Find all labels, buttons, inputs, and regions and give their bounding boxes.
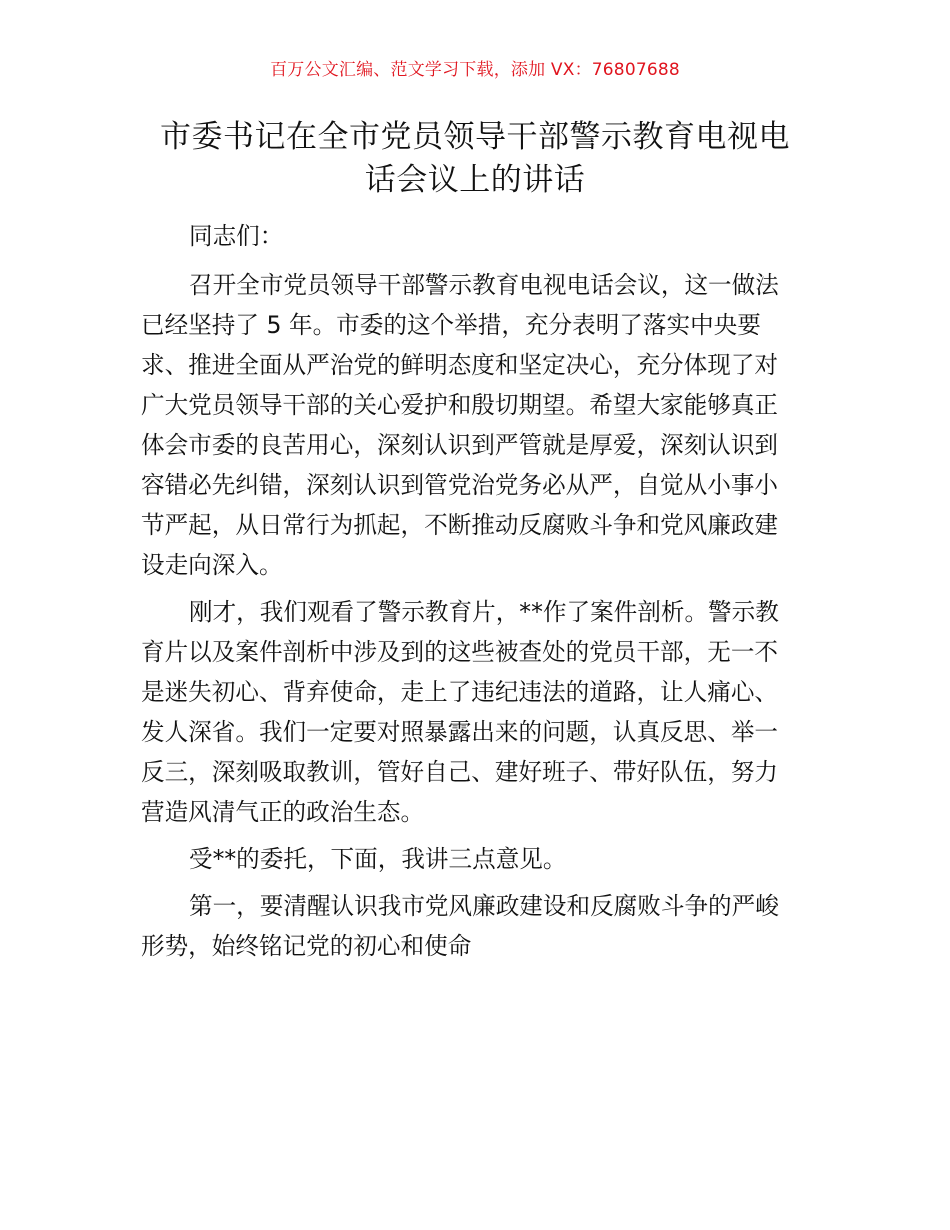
document-title [140,116,810,202]
paragraph-line: 刚才，我们观看了警示教育片，**作了案件剖析。警示教 [189,598,779,626]
first-point-paragraph [141,886,813,966]
paragraph-line: 第一，要清醒认识我市党风廉政建设和反腐败斗争的严峻 [189,892,779,920]
paragraph-line: 是迷失初心、背弃使命，走上了违纪违法的道路，让人痛心、 [141,678,779,706]
title-line: 市委书记在全市党员领导干部警示教育电视电 [160,119,790,155]
paragraph-line: 发人深省。我们一定要对照暴露出来的问题，认真反思、举一 [141,718,779,746]
paragraph-line: 召开全市党员领导干部警示教育电视电话会议，这一做法 [189,271,779,299]
paragraph-line: 体会市委的良苦用心，深刻认识到严管就是厚爱，深刻认识到 [141,431,779,459]
paragraph-line: 同志们： [189,222,284,250]
paragraph-line: 容错必先纠错，深刻认识到管党治党务必从严，自觉从小事小 [141,471,779,499]
paragraph-line: 受**的委托，下面，我讲三点意见。 [189,845,567,873]
entrusted-paragraph [141,839,813,879]
paragraph-line: 形势，始终铭记党的初心和使命 [141,932,472,960]
opening-paragraph [141,265,813,585]
paragraph-line: 反三，深刻吸取教训，管好自己、建好班子、带好队伍，努力 [141,758,779,786]
paragraph-line: 设走向深入。 [141,551,283,579]
paragraph-line: 营造风清气正的政治生态。 [141,798,425,826]
warning-film-paragraph [141,592,813,832]
paragraph-line: 求、推进全面从严治党的鲜明态度和坚定决心，充分体现了对 [141,351,779,379]
paragraph-line: 育片以及案件剖析中涉及到的这些被查处的党员干部，无一不 [141,638,779,666]
paragraph-line: 节严起，从日常行为抓起，不断推动反腐败斗争和党风廉政建 [141,511,779,539]
paragraph-line: 广大党员领导干部的关心爱护和殷切期望。希望大家能够真正 [141,391,779,419]
watermark-header-note: 百万公文汇编、范文学习下载，添加 VX：76807688 [270,60,680,80]
title-line: 话会议上的讲话 [364,162,586,198]
salutation-paragraph [141,216,813,256]
document-body [141,216,813,973]
paragraph-line: 已经坚持了 5 年。市委的这个举措，充分表明了落实中央要 [141,311,761,339]
